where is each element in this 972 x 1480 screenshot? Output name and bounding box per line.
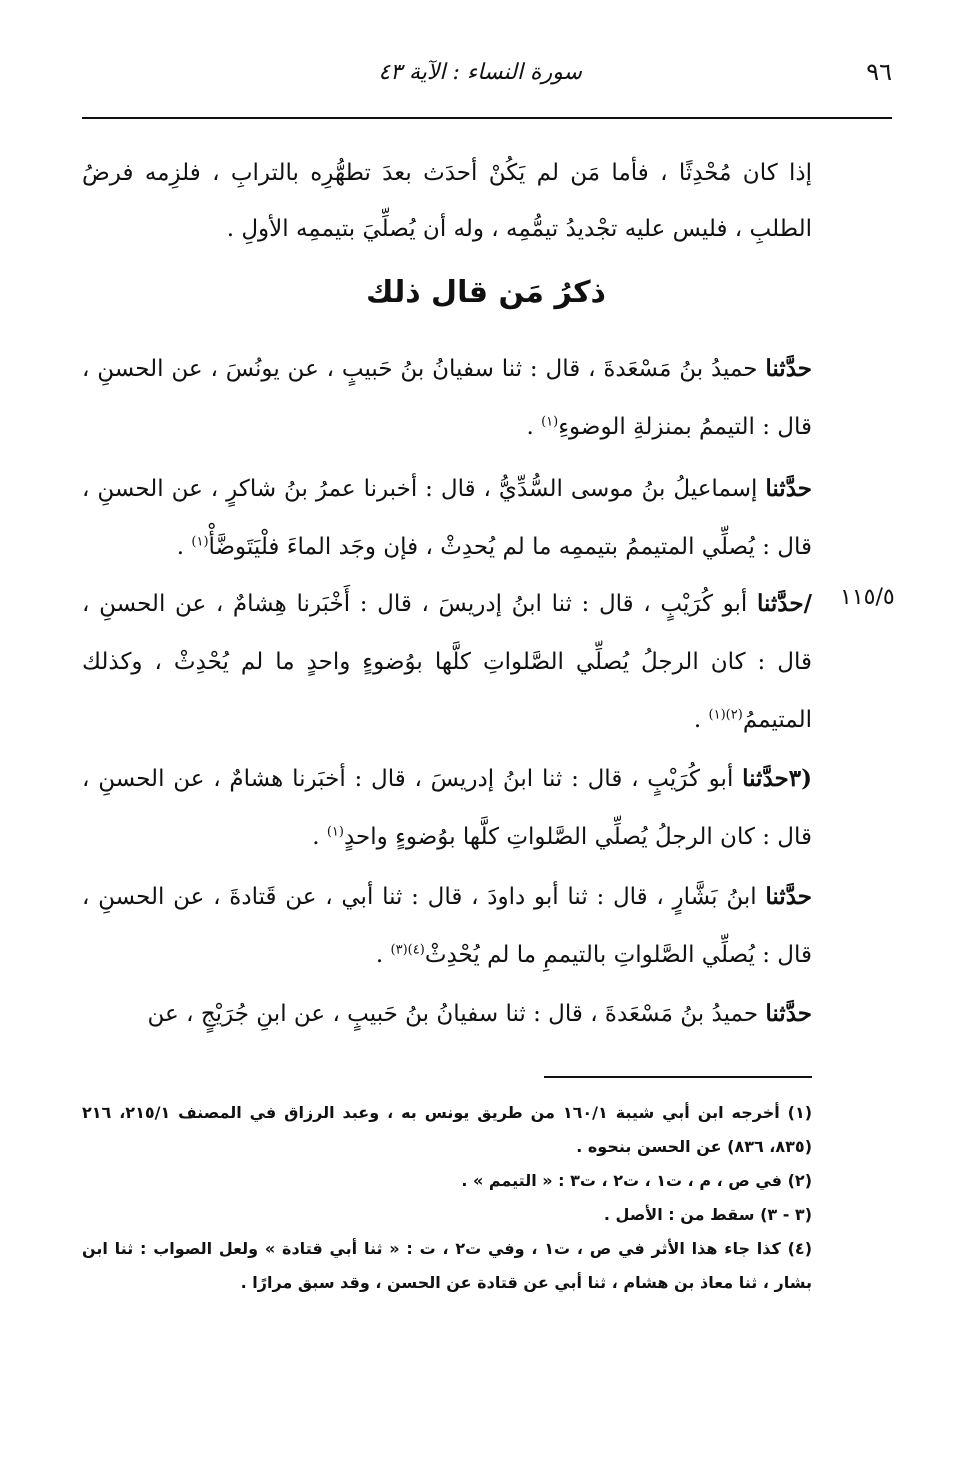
page-header xyxy=(80,58,892,98)
hadith-end: . xyxy=(693,707,709,733)
footnote-1: (١) أخرجه ابن أبي شيبة ١٦٠/١ من طريق يونس به ، وعبد الرزاق في المصنف ٢١٥/١، ٢١٦ (٨٣٥، ٨٣٦) عن الحسن بنحوه . xyxy=(82,1103,813,1156)
hadith-lead: حدَّثنا xyxy=(765,883,812,910)
hadith-text: حميدُ بنُ مَسْعَدةَ ، قال : ثنا سفيانُ بنُ حَبيبٍ ، عن ابنِ جُرَيْجٍ ، عن xyxy=(147,1001,766,1027)
footnote-marker: (١) xyxy=(191,534,209,550)
hadith-paragraph xyxy=(82,985,812,1043)
running-title: سورة النساء : الآية ٤٣ xyxy=(378,60,582,85)
hadith-end: . xyxy=(526,414,542,440)
margin-page-reference: ١١٥/٥ xyxy=(840,585,895,610)
hadith-lead: حدَّثنا xyxy=(765,475,812,502)
hadith-end: . xyxy=(312,824,327,850)
hadith-text: حميدُ بنُ مَسْعَدةَ ، قال : ثنا سفيانُ بنُ حَبيبٍ ، عن يونُسَ ، عن الحسنِ ، قال : التيممُ بمنزلةِ الوضوءِ xyxy=(82,356,812,440)
footnote-2: (٢) في ص ، م ، ت١ ، ت٢ ، ت٣ : « التيمم » . xyxy=(461,1171,812,1190)
hadith-text: أبو كُرَيْبٍ ، قال : ثنا ابنُ إدريسَ ، قال : أَخْبَرنا هِشامٌ ، عن الحسنِ ، قال : كان الرجلُ يُصلِّي الصَّلواتِ كلَّها بوُضوءٍ واحدٍ ما لم يُحْدِثْ ، وكذلك المتيممُ xyxy=(82,591,812,733)
intro-paragraph: إذا كان مُحْدِثًا ، فأما مَن لم يَكُنْ أحدَث بعدَ تطهُّرِه بالترابِ ، فلزِمه فرضُ الطلبِ ، فليس عليه تجْديدُ تيمُّمِه ، وله أن يُصلِّيَ بتيممِه الأولِ . xyxy=(82,160,812,242)
hadith-paragraph xyxy=(82,340,812,456)
page-number: ٩٦ xyxy=(866,58,892,86)
footnote-marker: (١) xyxy=(541,414,559,430)
hadith-end: . xyxy=(375,942,391,968)
hadith-paragraph xyxy=(82,460,812,576)
hadith-lead: حدَّثنا xyxy=(765,355,812,382)
footnote-marker: (٢)(١) xyxy=(708,707,743,723)
footnote-rule xyxy=(544,1076,812,1078)
hadith-text: أبو كُرَيْبٍ ، قال : ثنا ابنُ إدريسَ ، قال : أخبَرنا هشامٌ ، عن الحسنِ ، قال : كان الرجلُ يُصلِّي الصَّلواتِ كلَّها بوُضوءٍ واحدٍ xyxy=(82,766,812,850)
header-rule xyxy=(82,117,892,119)
hadith-lead: (٣حدَّثنا xyxy=(742,765,812,792)
hadith-lead: حدَّثنا xyxy=(765,1000,812,1027)
hadith-paragraph xyxy=(82,750,812,866)
footnote-marker: (١) xyxy=(326,824,344,840)
hadith-end: . xyxy=(176,534,192,560)
section-heading: ذكرُ مَن قال ذلك xyxy=(366,275,606,310)
hadith-paragraph xyxy=(82,575,812,749)
footnote-marker: (٤)(٣) xyxy=(390,942,425,958)
footnotes xyxy=(82,1096,812,1300)
hadith-paragraph xyxy=(82,868,812,984)
footnote-4: (٤) كذا جاء هذا الأثر في ص ، ت١ ، وفي ت٢ ، ت : « ثنا أبي قتادة » ولعل الصواب : ثنا ابن بشار ، ثنا معاذ بن هشام ، ثنا أبي عن قتادة عن الحسن ، وقد سبق مرارًا . xyxy=(82,1239,812,1292)
hadith-lead: /حدَّثنا xyxy=(756,590,812,617)
hadith-text: ابنُ بَشَّارٍ ، قال : ثنا أبو داودَ ، قال : ثنا أبي ، عن قَتادةَ ، عن الحسنِ ، قال : يُصلِّي الصَّلواتِ بالتيممِ ما لم يُحْدِثْ xyxy=(82,884,812,968)
hadith-text: إسماعيلُ بنُ موسى السُّدِّيُّ ، قال : أخبرنا عمرُ بنُ شاكرٍ ، عن الحسنِ ، قال : يُصلِّي المتيممُ بتيممِه ما لم يُحدِثْ ، فإن وجَد الماءَ فلْيَتَوضَّأْ xyxy=(82,476,812,560)
footnote-3: (٣ - ٣) سقط من : الأصل . xyxy=(603,1205,812,1224)
